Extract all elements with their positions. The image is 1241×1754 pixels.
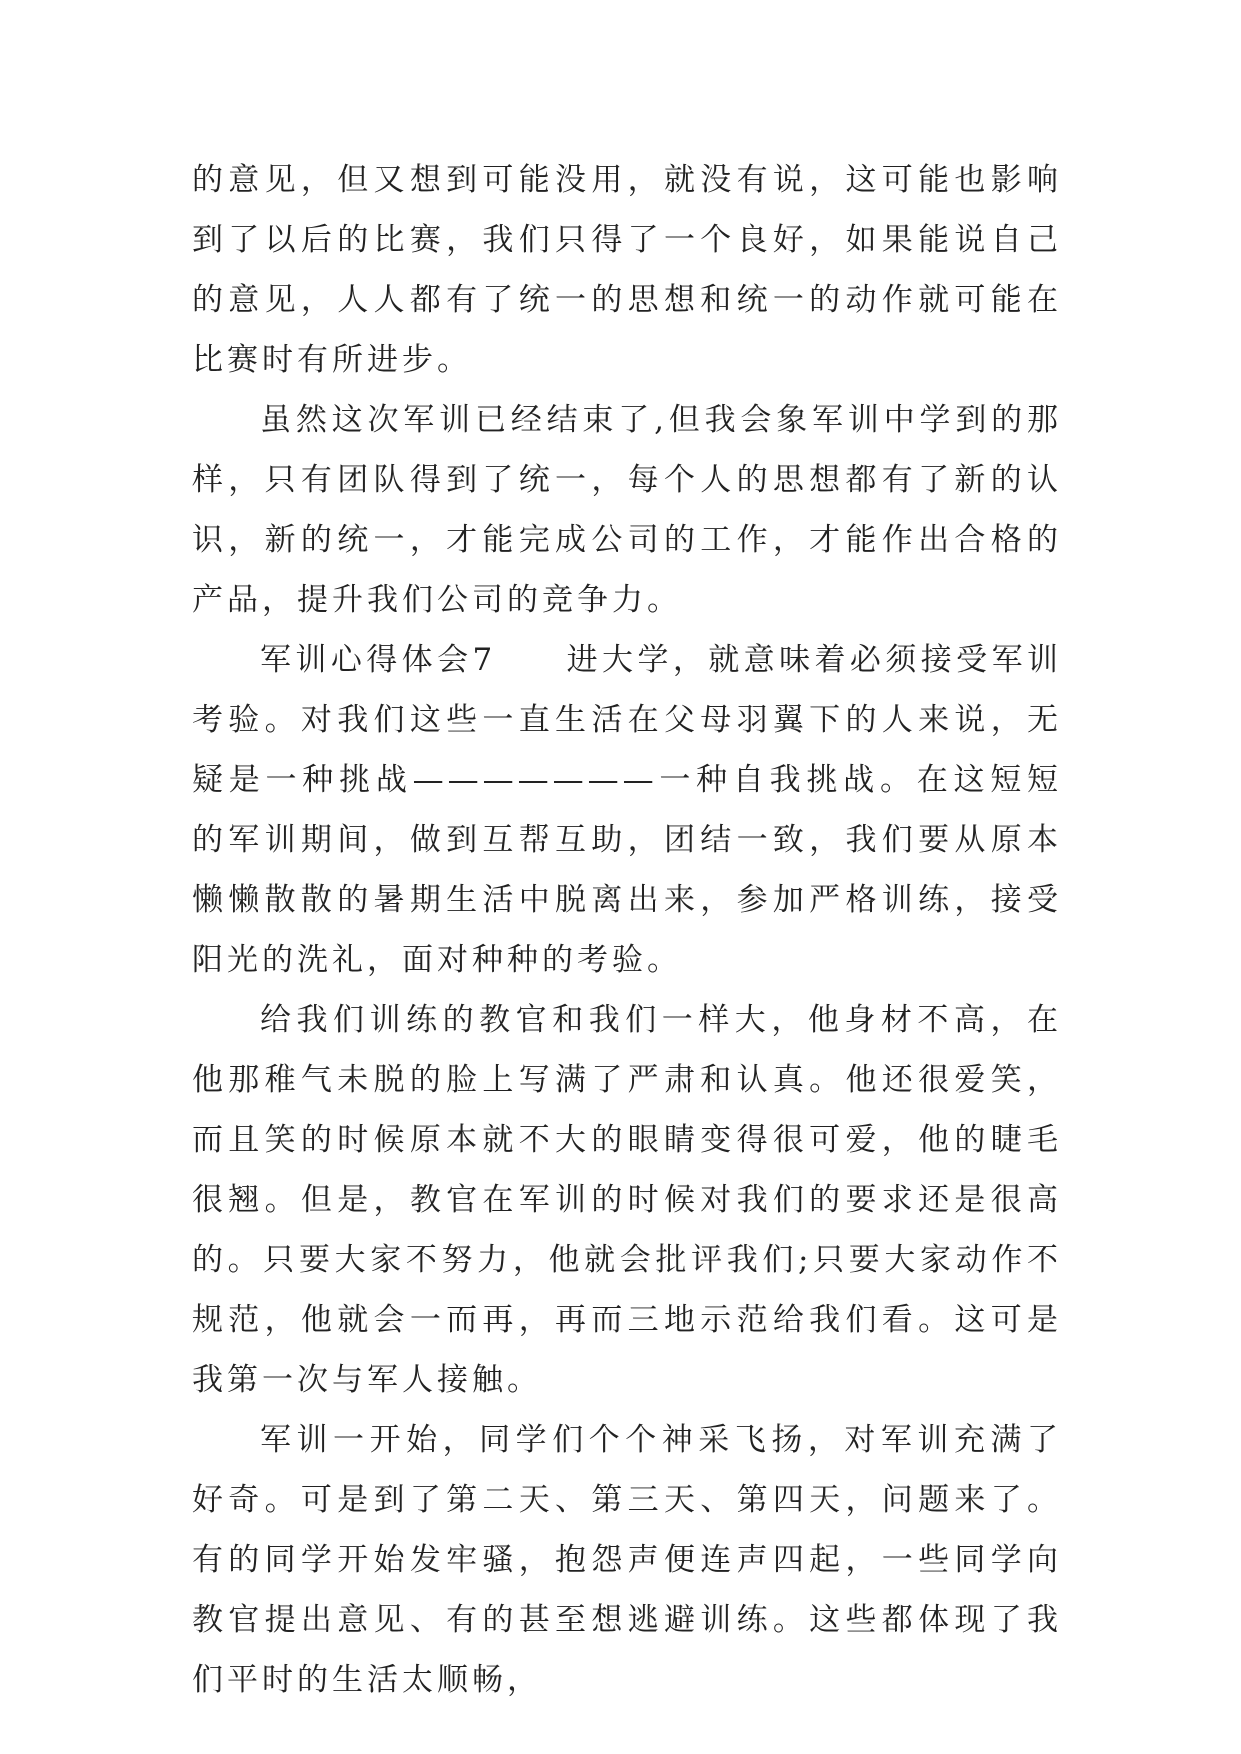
paragraph-2: 虽然这次军训已经结束了,但我会象军训中学到的那样，只有团队得到了统一，每个人的思想都有了新的认识，新的统一，才能完成公司的工作，才能作出合格的产品，提升我们公司的竞争力。 [192, 402, 1062, 618]
paragraph-5: 军训一开始，同学们个个神采飞扬，对军训充满了好奇。可是到了第二天、第三天、第四天，问题来了。有的同学开始发牢骚，抱怨声便连声四起，一些同学向教官提出意见、有的甚至想逃避训练。这些都体现了我们平时的生活太顺畅， [192, 1422, 1062, 1698]
paragraph-3 [192, 630, 1062, 990]
paragraph-4: 给我们训练的教官和我们一样大，他身材不高，在他那稚气未脱的脸上写满了严肃和认真。他还很爱笑，而且笑的时候原本就不大的眼睛变得很可爱，他的睫毛很翘。但是，教官在军训的时候对我们的要求还是很高的。只要大家不努力，他就会批评我们;只要大家动作不规范，他就会一而再，再而三地示范给我们看。这可是我第一次与军人接触。 [192, 1002, 1062, 1398]
document-body [192, 150, 1062, 1710]
paragraph-3-text: 进大学，就意味着必须接受军训考验。对我们这些一直生活在父母羽翼下的人来说，无疑是一种挑战———————一种自我挑战。在这短短的军训期间，做到互帮互助，团结一致，我们要从原本懒懒散散的暑期生活中脱离出来，参加严格训练，接受阳光的洗礼，面对种种的考验。 [192, 642, 1062, 978]
section-heading: 军训心得体会7 [260, 642, 497, 678]
paragraph-1: 的意见，但又想到可能没用，就没有说，这可能也影响到了以后的比赛，我们只得了一个良好，如果能说自己的意见，人人都有了统一的思想和统一的动作就可能在比赛时有所进步。 [192, 162, 1062, 378]
